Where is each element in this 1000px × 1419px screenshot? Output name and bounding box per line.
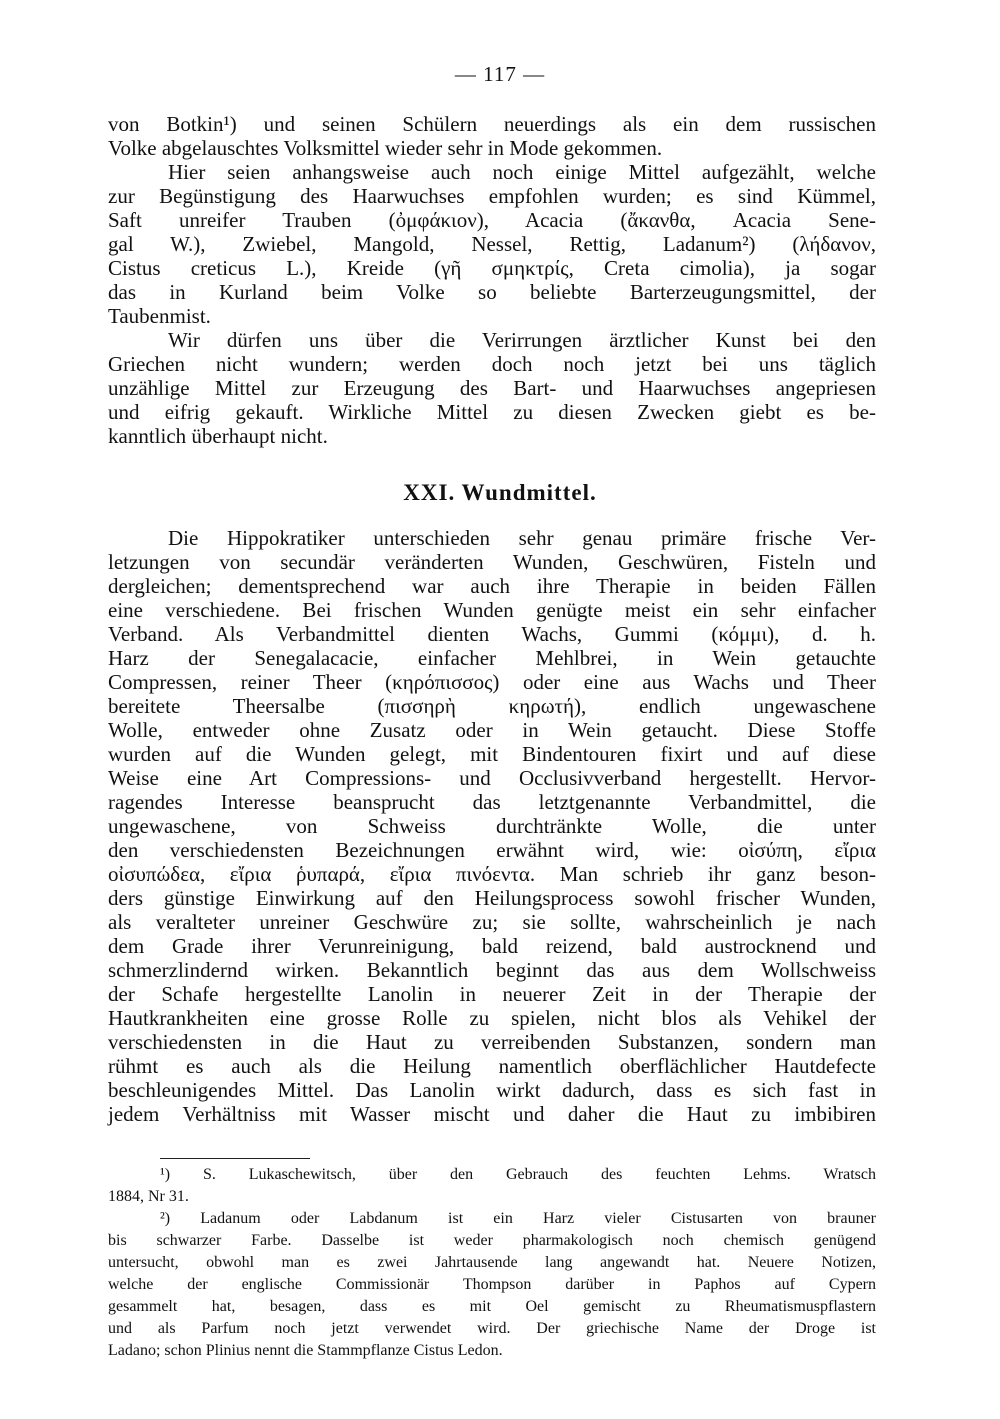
text-line: Harz der Senegalacacie, einfacher Mehlbrei, in Wein getauchte [108,646,876,670]
footnote-line: bis schwarzer Farbe. Dasselbe ist weder pharmakologisch noch chemisch genügend [108,1232,876,1249]
text-line: Weise eine Art Compressions- und Occlusivverband hergestellt. Hervor- [108,766,876,790]
text-line: dem Grade ihrer Verunreinigung, bald reizend, bald austrocknend und [108,934,876,958]
text-line: Wir dürfen uns über die Verirrungen ärztlicher Kunst bei den [168,328,876,352]
text-line: Wolle, entweder ohne Zusatz oder in Wein getaucht. Diese Stoffe [108,718,876,742]
text-line: ragendes Interesse beansprucht das letztgenannte Verbandmittel, die [108,790,876,814]
text-line: οἰσυπώδεα, εἴρια ῥυπαρά, εἴρια πινόεντα. Man schrieb ihr ganz beson- [108,862,876,886]
text-line: Cistus creticus L.), Kreide (γῆ σμηκτρίς, Creta cimolia), ja sogar [108,256,876,280]
text-line: ungewaschene, von Schweiss durchtränkte Wolle, die unter [108,814,876,838]
text-line: als veralteter unreiner Geschwüre zu; sie sollte, wahrscheinlich je nach [108,910,876,934]
text-line: kanntlich überhaupt nicht. [108,424,328,448]
footnote-line: gesammelt hat, besagen, dass es mit Oel gemischt zu Rheumatismuspflastern [108,1298,876,1315]
footnote-line: ²) Ladanum oder Labdanum ist ein Harz vieler Cistusarten von brauner [160,1210,876,1227]
text-line: letzungen von secundär veränderten Wunden, Geschwüren, Fisteln und [108,550,876,574]
text-line: der Schafe hergestellte Lanolin in neuerer Zeit in der Therapie der [108,982,876,1006]
section-heading: XXI. Wundmittel. [403,480,597,505]
footnote-line: 1884, Nr 31. [108,1188,189,1205]
text-line: und eifrig gekauft. Wirkliche Mittel zu diesen Zwecken giebt es be- [108,400,876,424]
text-line: bereitete Theersalbe (πισσηρὴ κηρωτή), endlich ungewaschene [108,694,876,718]
text-line: dergleichen; dementsprechend war auch ihre Therapie in beiden Fällen [108,574,876,598]
text-line: eine verschiedene. Bei frischen Wunden genügte meist ein sehr einfacher [108,598,876,622]
footnote-separator [160,1158,310,1159]
text-line: Taubenmist. [108,304,211,328]
text-line: Verband. Als Verbandmittel dienten Wachs, Gummi (κόμμι), d. h. [108,622,876,646]
text-line: das in Kurland beim Volke so beliebte Barterzeugungsmittel, der [108,280,876,304]
text-line: Griechen nicht wundern; werden doch noch jetzt bei uns täglich [108,352,876,376]
text-line: den verschiedensten Bezeichnungen erwähnt wird, wie: οἰσύπη, εἴρια [108,838,876,862]
footnote-line: und als Parfum noch jetzt verwendet wird. Der griechische Name der Droge ist [108,1320,876,1337]
text-line: ders günstige Einwirkung auf den Heilungsprocess sowohl frischer Wunden, [108,886,876,910]
text-line: Saft unreifer Trauben (ὀμφάκιον), Acacia (ἄκανθα, Acacia Sene- [108,208,876,232]
text-line: Hautkrankheiten eine grosse Rolle zu spielen, nicht blos als Vehikel der [108,1006,876,1030]
text-line: Hier seien anhangsweise auch noch einige Mittel aufgezählt, welche [168,160,876,184]
text-line: verschiedensten in die Haut zu verreibenden Substanzen, sondern man [108,1030,876,1054]
text-line: gal W.), Zwiebel, Mangold, Nessel, Rettig, Ladanum²) (λήδανον, [108,232,876,256]
footnote-line: ¹) S. Lukaschewitsch, über den Gebrauch des feuchten Lehms. Wratsch [160,1166,876,1183]
footnote-line: Ladano; schon Plinius nennt die Stammpflanze Cistus Ledon. [108,1342,503,1359]
text-line: jedem Verhältniss mit Wasser mischt und daher die Haut zu imbibiren [108,1102,876,1126]
text-line: Compressen, reiner Theer (κηρόπισσος) oder eine aus Wachs und Theer [108,670,876,694]
footnote-line: welche der englische Commissionär Thompson darüber in Paphos auf Cypern [108,1276,876,1293]
text-line: rühmt es auch als die Heilung namentlich oberflächlicher Hautdefecte [108,1054,876,1078]
text-line: zur Begünstigung des Haarwuchses empfohlen wurden; es sind Kümmel, [108,184,876,208]
text-line: Die Hippokratiker unterschieden sehr genau primäre frische Ver- [168,526,876,550]
footnote-line: untersucht, obwohl man es zwei Jahrtausende lang angewandt hat. Neuere Notizen, [108,1254,876,1271]
text-line: wurden auf die Wunden gelegt, mit Bindentouren fixirt und auf diese [108,742,876,766]
text-line: Volke abgelauschtes Volksmittel wieder sehr in Mode gekommen. [108,136,663,160]
text-line: unzählige Mittel zur Erzeugung des Bart- und Haarwuchses angepriesen [108,376,876,400]
text-line: von Botkin¹) und seinen Schülern neuerdings als ein dem russischen [108,112,876,136]
page-number: — 117 — [454,62,546,86]
text-line: schmerzlindernd wirken. Bekanntlich beginnt das aus dem Wollschweiss [108,958,876,982]
text-line: beschleunigendes Mittel. Das Lanolin wirkt dadurch, dass es sich fast in [108,1078,876,1102]
